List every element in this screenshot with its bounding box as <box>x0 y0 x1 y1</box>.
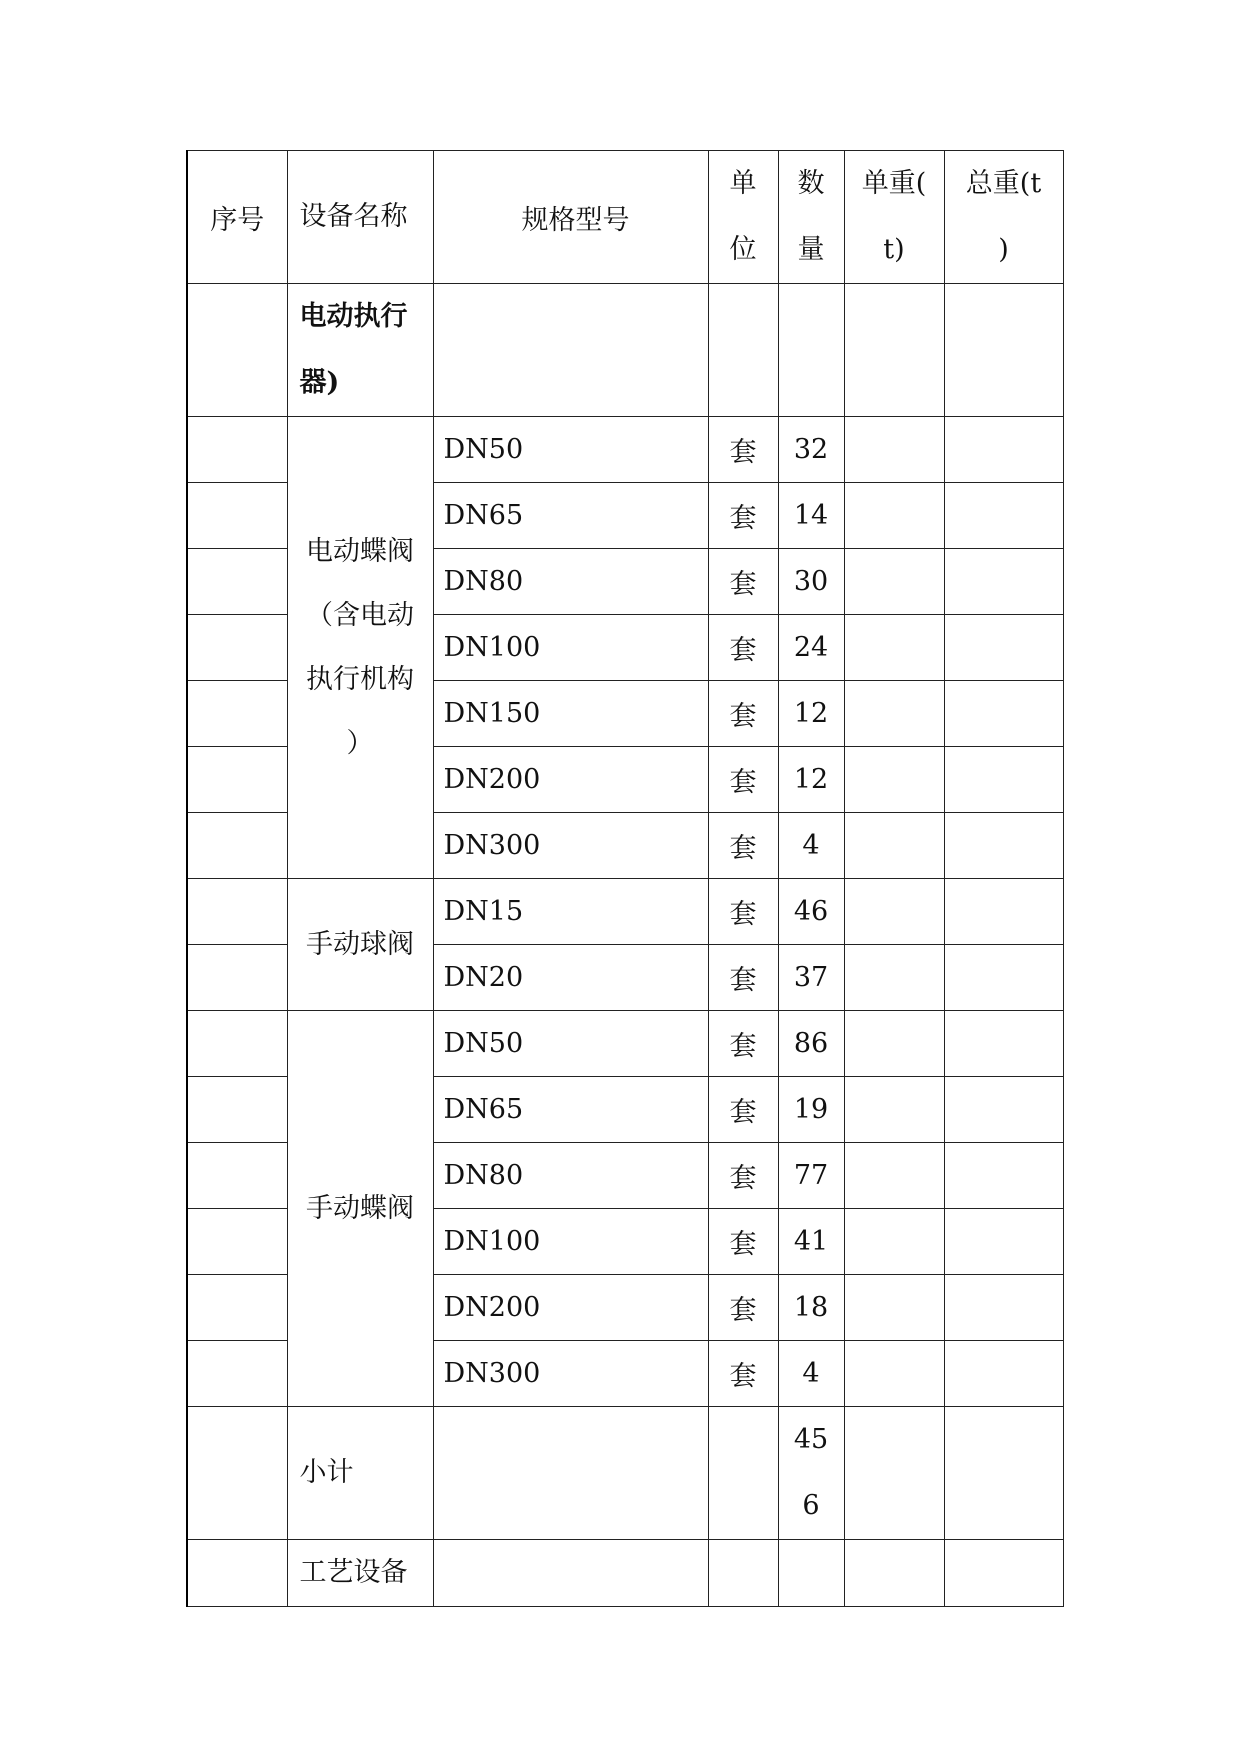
qty-cell: 4 <box>778 1341 844 1407</box>
total-weight-cell <box>944 1341 1063 1407</box>
total-weight-cell <box>944 879 1063 945</box>
device-name-cell: 手动球阀 <box>287 879 433 1011</box>
table-row <box>187 1011 1063 1077</box>
total-weight-cell <box>944 1011 1063 1077</box>
qty-cell: 12 <box>778 681 844 747</box>
spec-cell: DN100 <box>433 1209 708 1275</box>
seq-cell <box>187 813 287 879</box>
total-weight-cell <box>944 1143 1063 1209</box>
qty-cell: 4 <box>778 813 844 879</box>
qty-cell <box>778 284 844 417</box>
section-title-row <box>187 284 1063 417</box>
seq-cell <box>187 681 287 747</box>
seq-cell <box>187 1540 287 1607</box>
unit-cell: 套 <box>708 417 778 483</box>
seq-cell <box>187 1209 287 1275</box>
seq-cell <box>187 1275 287 1341</box>
unit-cell: 套 <box>708 1011 778 1077</box>
total-weight-cell <box>944 1209 1063 1275</box>
unit-cell: 套 <box>708 681 778 747</box>
process-equipment-label: 工艺设备 <box>287 1540 433 1607</box>
qty-cell: 77 <box>778 1143 844 1209</box>
unit-cell: 套 <box>708 813 778 879</box>
seq-cell <box>187 284 287 417</box>
unit-cell <box>708 1540 778 1607</box>
unit-weight-cell <box>844 813 944 879</box>
spec-cell: DN150 <box>433 681 708 747</box>
total-weight-cell <box>944 1077 1063 1143</box>
unit-cell <box>708 1407 778 1540</box>
seq-cell <box>187 1341 287 1407</box>
qty-cell: 24 <box>778 615 844 681</box>
unit-weight-cell <box>844 1275 944 1341</box>
seq-cell <box>187 879 287 945</box>
table-header-row <box>187 151 1063 284</box>
total-weight-cell <box>944 813 1063 879</box>
unit-weight-cell <box>844 549 944 615</box>
seq-cell <box>187 747 287 813</box>
header-unit: 单 位 <box>708 151 778 284</box>
device-name-cell: 手动蝶阀 <box>287 1011 433 1407</box>
unit-weight-cell <box>844 417 944 483</box>
qty-cell: 37 <box>778 945 844 1011</box>
spec-cell: DN15 <box>433 879 708 945</box>
unit-weight-cell <box>844 615 944 681</box>
spec-cell: DN65 <box>433 1077 708 1143</box>
seq-cell <box>187 417 287 483</box>
unit-cell: 套 <box>708 549 778 615</box>
qty-cell: 32 <box>778 417 844 483</box>
total-weight-cell <box>944 284 1063 417</box>
spec-cell: DN200 <box>433 747 708 813</box>
spec-cell: DN65 <box>433 483 708 549</box>
total-weight-cell <box>944 1407 1063 1540</box>
unit-cell: 套 <box>708 879 778 945</box>
header-qty: 数 量 <box>778 151 844 284</box>
unit-weight-cell <box>844 681 944 747</box>
unit-weight-cell <box>844 1209 944 1275</box>
unit-cell: 套 <box>708 1275 778 1341</box>
unit-weight-cell <box>844 1407 944 1540</box>
total-weight-cell <box>944 417 1063 483</box>
header-unit-weight: 单重( t) <box>844 151 944 284</box>
spec-cell: DN300 <box>433 1341 708 1407</box>
spec-cell: DN80 <box>433 1143 708 1209</box>
seq-cell <box>187 615 287 681</box>
spec-cell: DN20 <box>433 945 708 1011</box>
subtotal-row <box>187 1407 1063 1540</box>
qty-cell: 12 <box>778 747 844 813</box>
unit-cell: 套 <box>708 1341 778 1407</box>
total-weight-cell <box>944 681 1063 747</box>
spec-cell: DN50 <box>433 1011 708 1077</box>
unit-weight-cell <box>844 879 944 945</box>
qty-cell: 86 <box>778 1011 844 1077</box>
unit-cell: 套 <box>708 945 778 1011</box>
total-weight-cell <box>944 1540 1063 1607</box>
total-weight-cell <box>944 615 1063 681</box>
spec-cell: DN80 <box>433 549 708 615</box>
unit-weight-cell <box>844 945 944 1011</box>
process-equipment-row <box>187 1540 1063 1607</box>
total-weight-cell <box>944 549 1063 615</box>
unit-cell: 套 <box>708 1077 778 1143</box>
qty-cell: 41 <box>778 1209 844 1275</box>
unit-cell: 套 <box>708 483 778 549</box>
header-spec: 规格型号 <box>433 151 708 284</box>
unit-weight-cell <box>844 284 944 417</box>
section-title: 电动执行 器) <box>287 284 433 417</box>
header-seq: 序号 <box>187 151 287 284</box>
qty-cell: 14 <box>778 483 844 549</box>
unit-weight-cell <box>844 483 944 549</box>
total-weight-cell <box>944 945 1063 1011</box>
seq-cell <box>187 549 287 615</box>
qty-cell: 30 <box>778 549 844 615</box>
spec-cell: DN100 <box>433 615 708 681</box>
spec-cell <box>433 1540 708 1607</box>
total-weight-cell <box>944 747 1063 813</box>
spec-cell: DN50 <box>433 417 708 483</box>
equipment-table <box>186 150 1064 1607</box>
unit-weight-cell <box>844 1341 944 1407</box>
spec-cell <box>433 1407 708 1540</box>
seq-cell <box>187 1077 287 1143</box>
seq-cell <box>187 945 287 1011</box>
unit-cell: 套 <box>708 1209 778 1275</box>
total-weight-cell <box>944 483 1063 549</box>
spec-cell: DN300 <box>433 813 708 879</box>
unit-cell: 套 <box>708 615 778 681</box>
spec-cell: DN200 <box>433 1275 708 1341</box>
subtotal-qty: 45 6 <box>778 1407 844 1540</box>
qty-cell: 18 <box>778 1275 844 1341</box>
subtotal-label: 小计 <box>287 1407 433 1540</box>
unit-weight-cell <box>844 1143 944 1209</box>
header-total-weight: 总重(t ) <box>944 151 1063 284</box>
unit-cell: 套 <box>708 747 778 813</box>
total-weight-cell <box>944 1275 1063 1341</box>
table-row <box>187 879 1063 945</box>
seq-cell <box>187 483 287 549</box>
unit-cell: 套 <box>708 1143 778 1209</box>
seq-cell <box>187 1143 287 1209</box>
unit-weight-cell <box>844 1540 944 1607</box>
seq-cell <box>187 1407 287 1540</box>
unit-weight-cell <box>844 1077 944 1143</box>
header-name: 设备名称 <box>287 151 433 284</box>
device-name-cell: 电动蝶阀 （含电动 执行机构 ） <box>287 417 433 879</box>
table-row <box>187 417 1063 483</box>
qty-cell <box>778 1540 844 1607</box>
unit-weight-cell <box>844 1011 944 1077</box>
unit-cell <box>708 284 778 417</box>
qty-cell: 46 <box>778 879 844 945</box>
unit-weight-cell <box>844 747 944 813</box>
spec-cell <box>433 284 708 417</box>
seq-cell <box>187 1011 287 1077</box>
qty-cell: 19 <box>778 1077 844 1143</box>
